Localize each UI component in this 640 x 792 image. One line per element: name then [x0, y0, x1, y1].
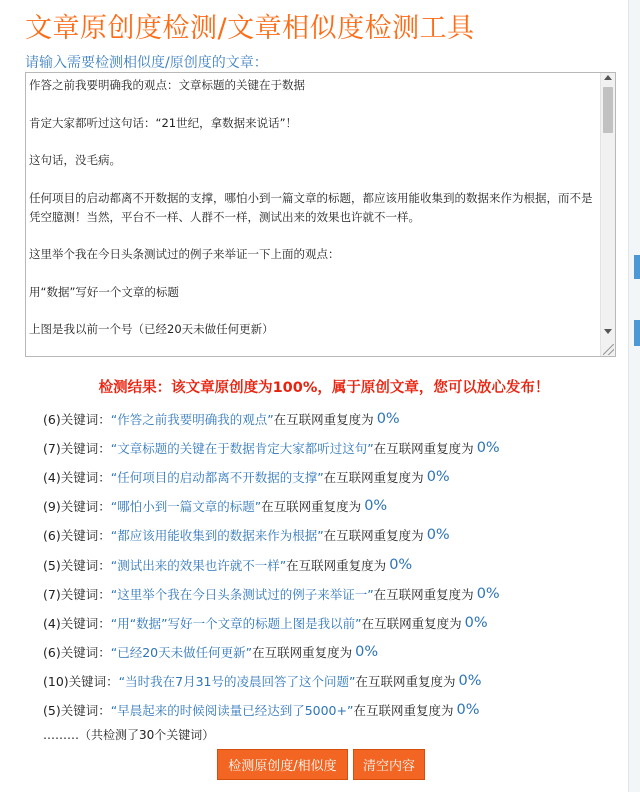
keyword-count: (4)关键词： [43, 469, 111, 485]
keyword-count: (5)关键词： [43, 557, 111, 573]
keyword-count: (10)关键词： [43, 674, 119, 690]
keyword-percent: 0% [476, 439, 500, 456]
clear-content-button[interactable]: 清空内容 [353, 749, 425, 780]
keyword-summary: ………（共检测了30个关键词） [43, 728, 215, 742]
keyword-repeat-label: 在互联网重复度为 [261, 499, 362, 515]
keyword-repeat-label: 在互联网重复度为 [252, 645, 353, 661]
keyword-repeat-label: 在互联网重复度为 [355, 674, 456, 690]
keyword-phrase: “都应该用能收集到的数据来作为根据” [110, 528, 324, 544]
keyword-results-list [43, 404, 628, 725]
keyword-phrase: “文章标题的关键在于数据肯定大家都听过这句” [110, 440, 374, 456]
keyword-row [43, 696, 628, 725]
keyword-row [43, 492, 628, 521]
check-originality-button[interactable]: 检测原创度/相似度 [217, 749, 348, 780]
scrollbar-thumb[interactable] [603, 87, 613, 133]
keyword-row [43, 638, 628, 667]
side-tab-marker[interactable] [634, 255, 640, 279]
keyword-percent: 0% [364, 498, 388, 515]
keyword-percent: 0% [426, 527, 450, 544]
resize-grip-icon[interactable] [603, 344, 614, 355]
scroll-down-arrow-icon[interactable] [604, 329, 612, 334]
keyword-repeat-label: 在互联网重复度为 [323, 528, 424, 544]
keyword-row [43, 521, 628, 550]
article-paragraph: 作答之前我要明确我的观点：文章标题的关键在于数据 [29, 78, 305, 92]
article-paragraph: 肯定大家都听过这句话：“21世纪，拿数据来说话”！ [29, 115, 298, 130]
keyword-count: (4)关键词： [43, 615, 111, 631]
detection-result: 检测结果：该文章原创度为100%，属于原创文章，您可以放心发布！ [98, 380, 550, 396]
article-textarea[interactable] [25, 72, 616, 357]
keyword-percent: 0% [426, 468, 450, 485]
page-margin-left [0, 0, 20, 792]
side-tab-marker[interactable] [634, 320, 640, 346]
keyword-count: (6)关键词： [43, 528, 111, 544]
keyword-repeat-label: 在互联网重复度为 [361, 615, 462, 631]
article-text[interactable] [29, 76, 597, 357]
keyword-row [43, 550, 628, 579]
article-paragraph: 这句话，没毛病。 [29, 153, 121, 168]
article-paragraph: 任何项目的启动都离不开数据的支撑，哪怕小到一篇文章的标题，都应该用能收集到的数据来作为根据，而不是凭空臆测！当然，平台不一样、人群不一样，测试出来的效果也许就不一样。 [29, 190, 593, 224]
keyword-percent: 0% [355, 644, 379, 661]
textarea-scrollbar[interactable] [600, 73, 615, 356]
keyword-percent: 0% [476, 585, 500, 602]
keyword-repeat-label: 在互联网重复度为 [373, 440, 474, 456]
keyword-repeat-label: 在互联网重复度为 [323, 469, 424, 485]
keyword-row [43, 579, 628, 608]
keyword-row [43, 404, 628, 433]
keyword-phrase: “已经20天未做任何更新” [110, 645, 253, 661]
page-title: 文章原创度检测/文章相似度检测工具 [25, 13, 475, 44]
keyword-phrase: “这里举个我在今日头条测试过的例子来举证一” [110, 586, 374, 602]
keyword-phrase: “测试出来的效果也许就不一样” [110, 557, 287, 573]
keyword-percent: 0% [464, 614, 488, 631]
page-side-rail [628, 0, 640, 792]
article-paragraph: 用“数据”写好一个文章的标题 [29, 284, 179, 299]
article-paragraph: 上图是我以前一个号（已经20天未做任何更新） [29, 322, 274, 337]
keyword-count: (6)关键词： [43, 411, 111, 427]
keyword-count: (7)关键词： [43, 440, 111, 456]
keyword-phrase: “任何项目的启动都离不开数据的支撑” [110, 469, 324, 485]
keyword-percent: 0% [376, 410, 400, 427]
keyword-phrase: “作答之前我要明确我的观点” [110, 411, 274, 427]
keyword-percent: 0% [458, 673, 482, 690]
keyword-count: (5)关键词： [43, 703, 111, 719]
keyword-repeat-label: 在互联网重复度为 [273, 411, 374, 427]
keyword-count: (7)关键词： [43, 586, 111, 602]
keyword-row [43, 433, 628, 462]
input-prompt-label: 请输入需要检测相似度/原创度的文章： [25, 55, 268, 71]
keyword-row [43, 462, 628, 491]
keyword-percent: 0% [389, 556, 413, 573]
keyword-percent: 0% [456, 702, 480, 719]
keyword-phrase: “哪怕小到一篇文章的标题” [110, 499, 262, 515]
keyword-repeat-label: 在互联网重复度为 [373, 586, 474, 602]
tool-panel [20, 0, 628, 792]
keyword-row [43, 608, 628, 637]
keyword-phrase: “早晨起来的时候阅读量已经达到了5000+” [110, 703, 354, 719]
keyword-phrase: “当时我在7月31号的凌晨回答了这个问题” [118, 674, 356, 690]
keyword-count: (9)关键词： [43, 499, 111, 515]
keyword-repeat-label: 在互联网重复度为 [353, 703, 454, 719]
keyword-count: (6)关键词： [43, 645, 111, 661]
keyword-row [43, 667, 628, 696]
article-paragraph: 这里举个我在今日头条测试过的例子来举证一下上面的观点： [29, 247, 340, 262]
keyword-phrase: “用“数据”写好一个文章的标题上图是我以前” [110, 615, 362, 631]
keyword-repeat-label: 在互联网重复度为 [286, 557, 387, 573]
scroll-up-arrow-icon[interactable] [604, 75, 612, 80]
